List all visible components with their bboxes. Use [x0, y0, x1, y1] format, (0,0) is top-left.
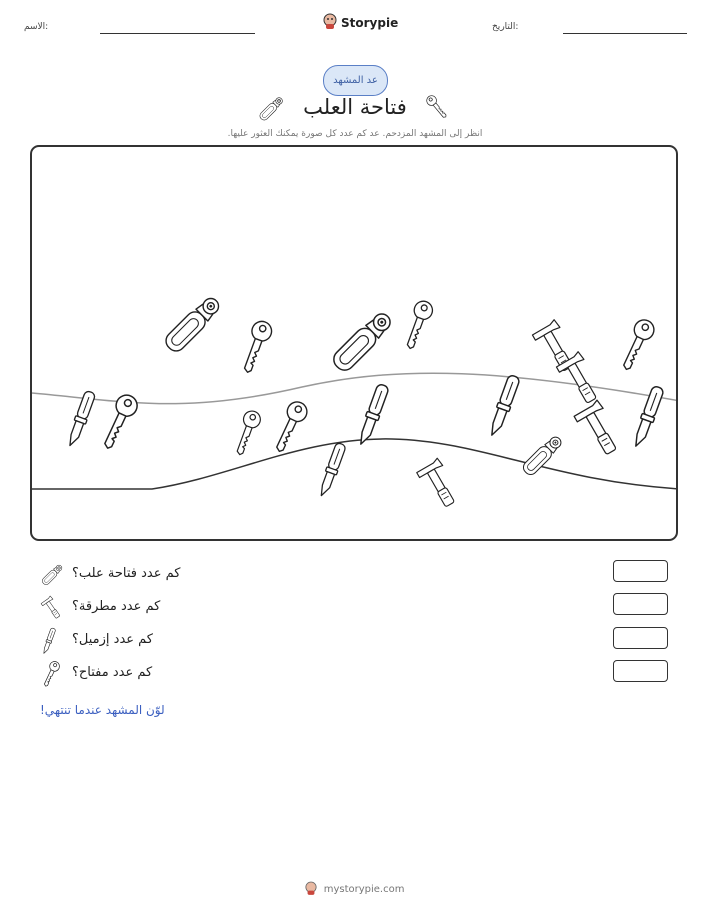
date-input-line[interactable]: [563, 33, 687, 34]
page-title: فتاحة العلب: [303, 95, 407, 119]
answer-box-key[interactable]: [613, 660, 668, 682]
answer-box-hammer[interactable]: [613, 593, 668, 615]
color-instruction: لوّن المشهد عندما تنتهي!: [40, 703, 165, 717]
question-hammer: كم عدد مطرقة؟: [72, 599, 161, 614]
question-key: كم عدد مفتاح؟: [72, 665, 153, 680]
key-6: [270, 399, 310, 455]
key-1: [238, 319, 275, 376]
can-opener-icon: [256, 94, 286, 128]
storypie-mascot-icon: [305, 881, 317, 898]
footer-url[interactable]: mystorypie.com: [323, 884, 405, 895]
brand-logo: [323, 13, 398, 33]
answer-box-chisel[interactable]: [613, 627, 668, 649]
name-label: الاسم:: [24, 22, 49, 32]
key-icon: [39, 660, 63, 692]
hammer-4: [416, 458, 462, 511]
storypie-mascot-icon: [323, 13, 337, 33]
question-can-opener: كم عدد فتاحة علب؟: [72, 566, 181, 581]
key-5: [231, 409, 262, 458]
key-3: [617, 317, 657, 373]
brand-name: Storypie: [341, 16, 399, 30]
scene-drawing: [32, 147, 678, 541]
chisel-2: [356, 383, 390, 447]
question-chisel: كم عدد إزميل؟: [72, 632, 153, 647]
name-input-line[interactable]: [100, 33, 255, 34]
instructions: انظر إلى المشهد المزدحم. عد كم عدد كل صورة يمكنك العثور عليها.: [227, 129, 483, 139]
activity-badge: عد المشهد: [323, 65, 388, 96]
hammer-icon: [39, 595, 65, 625]
hammer-3: [573, 400, 624, 460]
date-label: التاريخ:: [492, 22, 519, 32]
footer: [0, 881, 709, 898]
chisel-3: [487, 374, 521, 438]
key-2: [401, 299, 435, 352]
can-opener-2: [330, 309, 395, 374]
chisel-icon: [38, 627, 60, 659]
answer-box-can-opener[interactable]: [613, 560, 668, 582]
can-opener-1: [162, 294, 223, 355]
chisel-5: [317, 442, 347, 498]
chisel-1: [66, 390, 97, 448]
can-opener-icon: [38, 562, 66, 592]
key-icon: [423, 92, 451, 126]
counting-scene: [30, 145, 678, 541]
